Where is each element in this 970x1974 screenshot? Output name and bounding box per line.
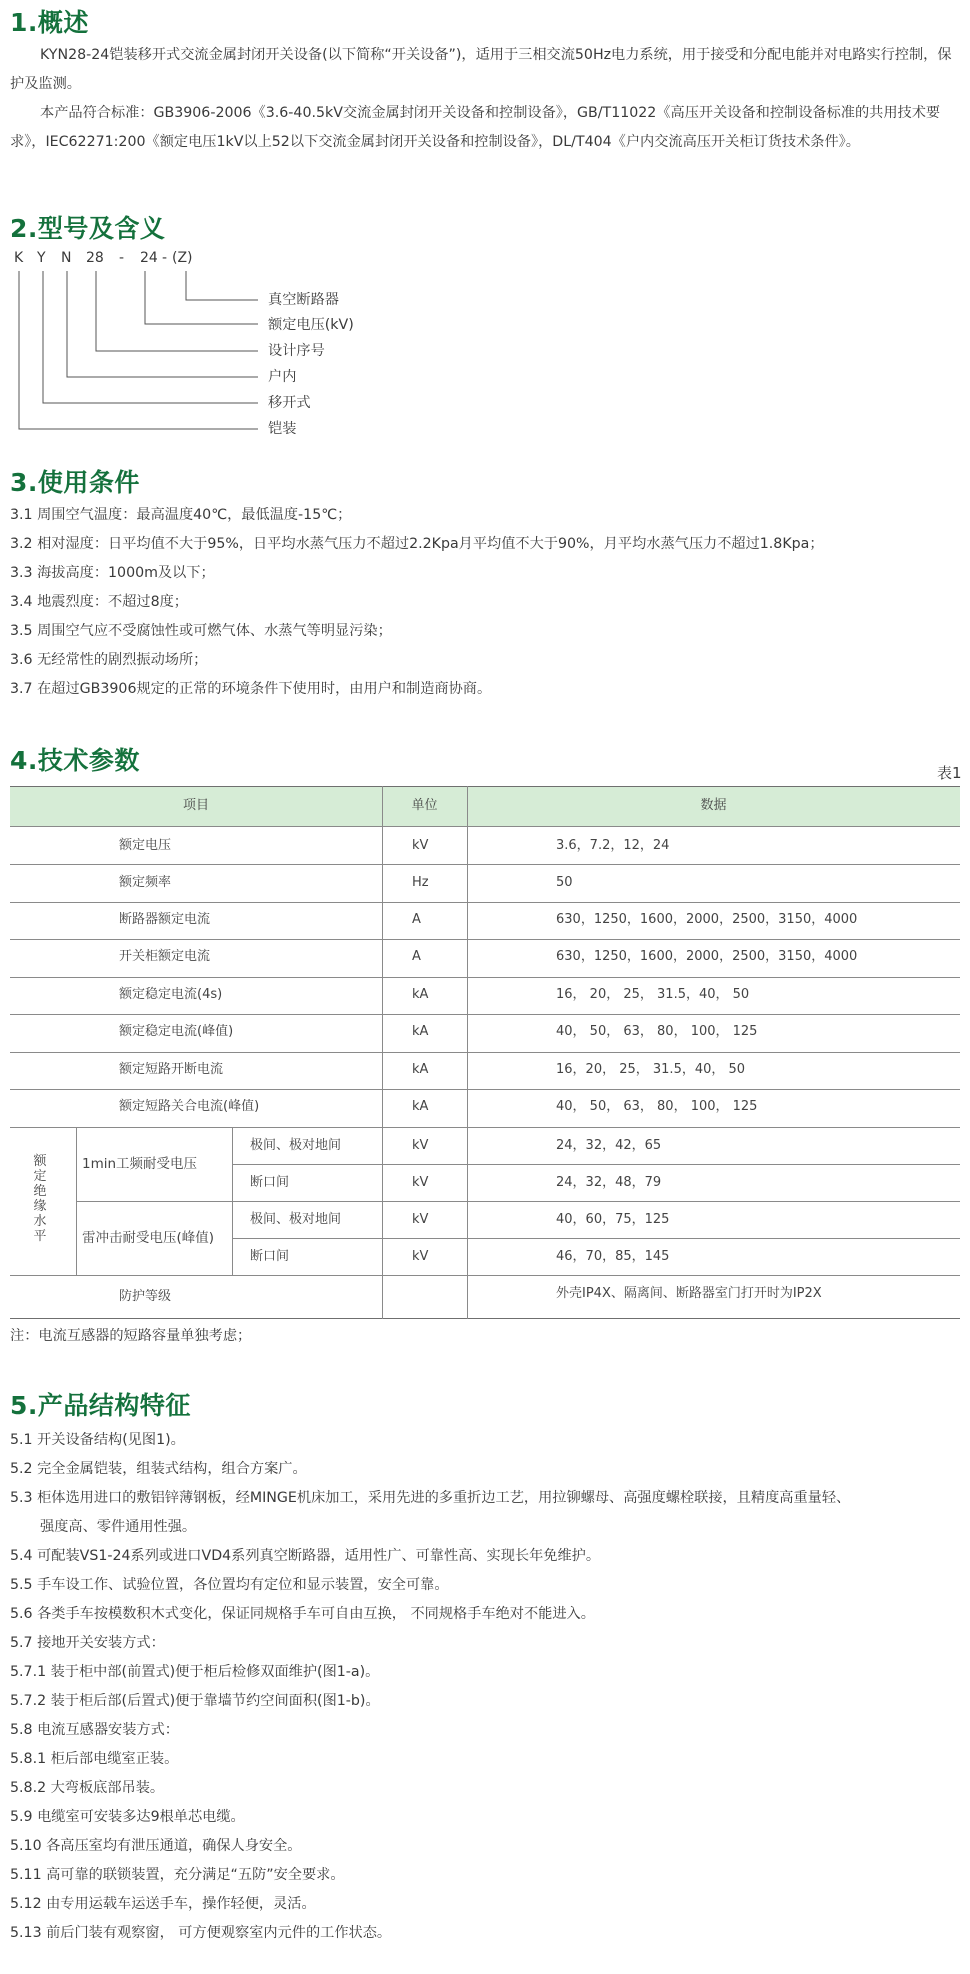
- sub-item-unit: kV: [412, 1212, 429, 1227]
- code-24: 24: [140, 250, 158, 266]
- condition-item: 3.7 在超过GB3906规定的正常的环境条件下使用时，由用户和制造商协商。: [10, 681, 492, 697]
- row-unit: kV: [412, 838, 429, 853]
- overview-paragraph: KYN28-24铠装移开式交流金属封闭开关设备(以下简称“开关设备”)，适用于三相交流50Hz电力系统，用于接受和分配电能并对电路实行控制，保护及监测。: [10, 47, 952, 92]
- condition-item: 3.2 相对湿度：日平均值不大于95%，日平均水蒸气压力不超过2.2Kpa月平均值不大于90%，月平均水蒸气压力不超过1.8Kpa；: [10, 536, 824, 552]
- condition-item: 3.4 地震烈度：不超过8度；: [10, 594, 188, 610]
- row-data: 40， 50， 63， 80， 100， 125: [556, 1024, 758, 1039]
- sub-item-name: 断口间: [250, 1249, 290, 1264]
- feature-item: 5.8.1 柜后部电缆室正装。: [10, 1751, 179, 1767]
- row-unit: kA: [412, 987, 429, 1002]
- condition-item: 3.6 无经常性的剧烈振动场所；: [10, 652, 208, 668]
- protection-item: 防护等级: [119, 1289, 172, 1304]
- row-unit: Hz: [412, 875, 429, 890]
- row-data: 630，1250，1600，2000，2500，3150，4000: [556, 949, 858, 964]
- section-3-title: 3.使用条件: [10, 468, 140, 497]
- row-data: 3.6，7.2，12，24: [556, 838, 670, 853]
- power-frequency-withstand: 1min工频耐受电压: [82, 1156, 198, 1172]
- table-note: 注：电流互感器的短路容量单独考虑；: [10, 1328, 252, 1344]
- feature-item: 5.6 各类手车按模数积木式变化，保证同规格手车可自由互换， 不同规格手车绝对不能进入。: [10, 1606, 595, 1622]
- row-item: 开关柜额定电流: [119, 949, 211, 964]
- code-z: (Z): [172, 250, 193, 266]
- feature-item: 5.8.2 大弯板底部吊装。: [10, 1780, 165, 1796]
- sub-item-name: 极间、极对地间: [250, 1212, 342, 1227]
- row-item: 额定短路关合电流(峰值): [119, 1099, 260, 1114]
- feature-item: 5.10 各高压室均有泄压通道，确保人身安全。: [10, 1838, 302, 1854]
- lightning-impulse-withstand: 雷冲击耐受电压(峰值): [82, 1230, 215, 1246]
- connector-z: [186, 271, 258, 300]
- row-item: 额定电压: [119, 838, 172, 853]
- connector-y: [43, 271, 258, 403]
- table-label: 表1: [937, 764, 962, 782]
- section-4-title: 4.技术参数: [10, 746, 140, 775]
- row-data: 16，20， 25， 31.5，40， 50: [556, 1062, 746, 1077]
- sub-item-unit: kV: [412, 1138, 429, 1153]
- section-1-title: 1.概述: [10, 8, 89, 37]
- section-2-title: 2.型号及含义: [10, 214, 166, 243]
- row-item: 额定稳定电流(4s): [119, 987, 223, 1002]
- protection-data: 外壳IP4X、隔离间、断路器室门打开时为IP2X: [556, 1286, 822, 1301]
- sub-item-unit: kV: [412, 1175, 429, 1190]
- model-code-diagram: [0, 268, 300, 448]
- meaning-design-number: 设计序号: [268, 343, 325, 359]
- row-unit: A: [412, 912, 421, 927]
- feature-item: 5.12 由专用运载车运送手车，操作轻便，灵活。: [10, 1896, 316, 1912]
- row-item: 额定短路开断电流: [119, 1062, 224, 1077]
- feature-item: 5.7.1 装于柜中部(前置式)便于柜后检修双面维护(图1-a)。: [10, 1664, 380, 1680]
- code-28: 28: [86, 250, 104, 266]
- sub-item-name: 断口间: [250, 1175, 290, 1190]
- sub-item-data: 24，32，42，65: [556, 1138, 662, 1153]
- code-y: Y: [37, 250, 46, 266]
- row-data: 40， 50， 63， 80， 100， 125: [556, 1099, 758, 1114]
- section-5-title: 5.产品结构特征: [10, 1391, 191, 1420]
- header-unit: 单位: [411, 798, 438, 813]
- meaning-vacuum-breaker: 真空断路器: [268, 292, 339, 308]
- row-data: 630，1250，1600，2000，2500，3150，4000: [556, 912, 858, 927]
- feature-item: 5.9 电缆室可安装多达9根单芯电缆。: [10, 1809, 245, 1825]
- meaning-withdrawable: 移开式: [268, 395, 311, 411]
- sub-item-data: 24，32，48，79: [556, 1175, 662, 1190]
- header-data: 数据: [700, 798, 727, 813]
- code-k: K: [14, 250, 24, 266]
- feature-item: 5.4 可配装VS1-24系列或进口VD4系列真空断路器，适用性广、可靠性高、实现长年免维护。: [10, 1548, 601, 1564]
- tech-params-table: [10, 786, 960, 1319]
- condition-item: 3.5 周围空气应不受腐蚀性或可燃气体、水蒸气等明显污染；: [10, 623, 392, 639]
- code-n: N: [61, 250, 72, 266]
- code-dash-2: -: [162, 250, 168, 266]
- feature-item: 5.3 柜体选用进口的敷铝锌薄钢板，经MINGE机床加工，采用先进的多重折边工艺，用拉铆螺母、高强度螺栓联接，且精度高重量轻、: [10, 1490, 851, 1506]
- condition-item: 3.3 海拔高度：1000m及以下；: [10, 565, 215, 581]
- feature-item: 5.7.2 装于柜后部(后置式)便于靠墙节约空间面积(图1-b)。: [10, 1693, 380, 1709]
- header-item: 项目: [182, 798, 209, 813]
- sub-item-name: 极间、极对地间: [250, 1138, 342, 1153]
- row-unit: kA: [412, 1024, 429, 1039]
- feature-item: 5.2 完全金属铠装，组装式结构，组合方案广。: [10, 1461, 307, 1477]
- row-item: 额定频率: [119, 875, 172, 890]
- meaning-indoor: 户内: [268, 369, 297, 385]
- feature-item: 5.5 手车设工作、试验位置，各位置均有定位和显示装置，安全可靠。: [10, 1577, 449, 1593]
- row-unit: kA: [412, 1099, 429, 1114]
- feature-item-continued: 强度高、零件通用性强。: [40, 1519, 197, 1535]
- meaning-armored: 铠装: [268, 421, 297, 437]
- sub-item-unit: kV: [412, 1249, 429, 1264]
- standards-paragraph: 本产品符合标准：GB3906-2006《3.6-40.5kV交流金属封闭开关设备和控制设备》，GB/T11022《高压开关设备和控制设备标准的共用技术要求》，IEC62271:200《额定电压1kV以上52以下交流金属封闭开关设备和控制设备》，DL/T404《户内交流高压开关柜订货技术条件》。: [10, 105, 941, 150]
- feature-item: 5.8 电流互感器安装方式：: [10, 1722, 179, 1738]
- connector-24: [145, 271, 258, 324]
- sub-item-data: 40，60，75，125: [556, 1212, 670, 1227]
- row-data: 16， 20， 25， 31.5，40， 50: [556, 987, 750, 1002]
- feature-item: 5.7 接地开关安装方式：: [10, 1635, 165, 1651]
- sub-item-data: 46，70，85，145: [556, 1249, 670, 1264]
- connector-28: [96, 271, 258, 351]
- row-unit: kA: [412, 1062, 429, 1077]
- row-item: 断路器额定电流: [119, 912, 211, 927]
- feature-item: 5.1 开关设备结构(见图1)。: [10, 1432, 185, 1448]
- code-dash-1: -: [119, 250, 125, 266]
- meaning-rated-voltage: 额定电压(kV): [268, 317, 354, 333]
- insulation-level-label: 额定绝缘水平: [33, 1154, 47, 1244]
- row-data: 50: [556, 875, 573, 890]
- condition-item: 3.1 周围空气温度：最高温度40℃，最低温度-15℃；: [10, 507, 352, 523]
- row-item: 额定稳定电流(峰值): [119, 1024, 234, 1039]
- feature-item: 5.13 前后门装有观察窗， 可方便观察室内元件的工作状态。: [10, 1925, 392, 1941]
- feature-item: 5.11 高可靠的联锁装置，充分满足“五防”安全要求。: [10, 1867, 345, 1883]
- connector-k: [19, 271, 258, 429]
- row-unit: A: [412, 949, 421, 964]
